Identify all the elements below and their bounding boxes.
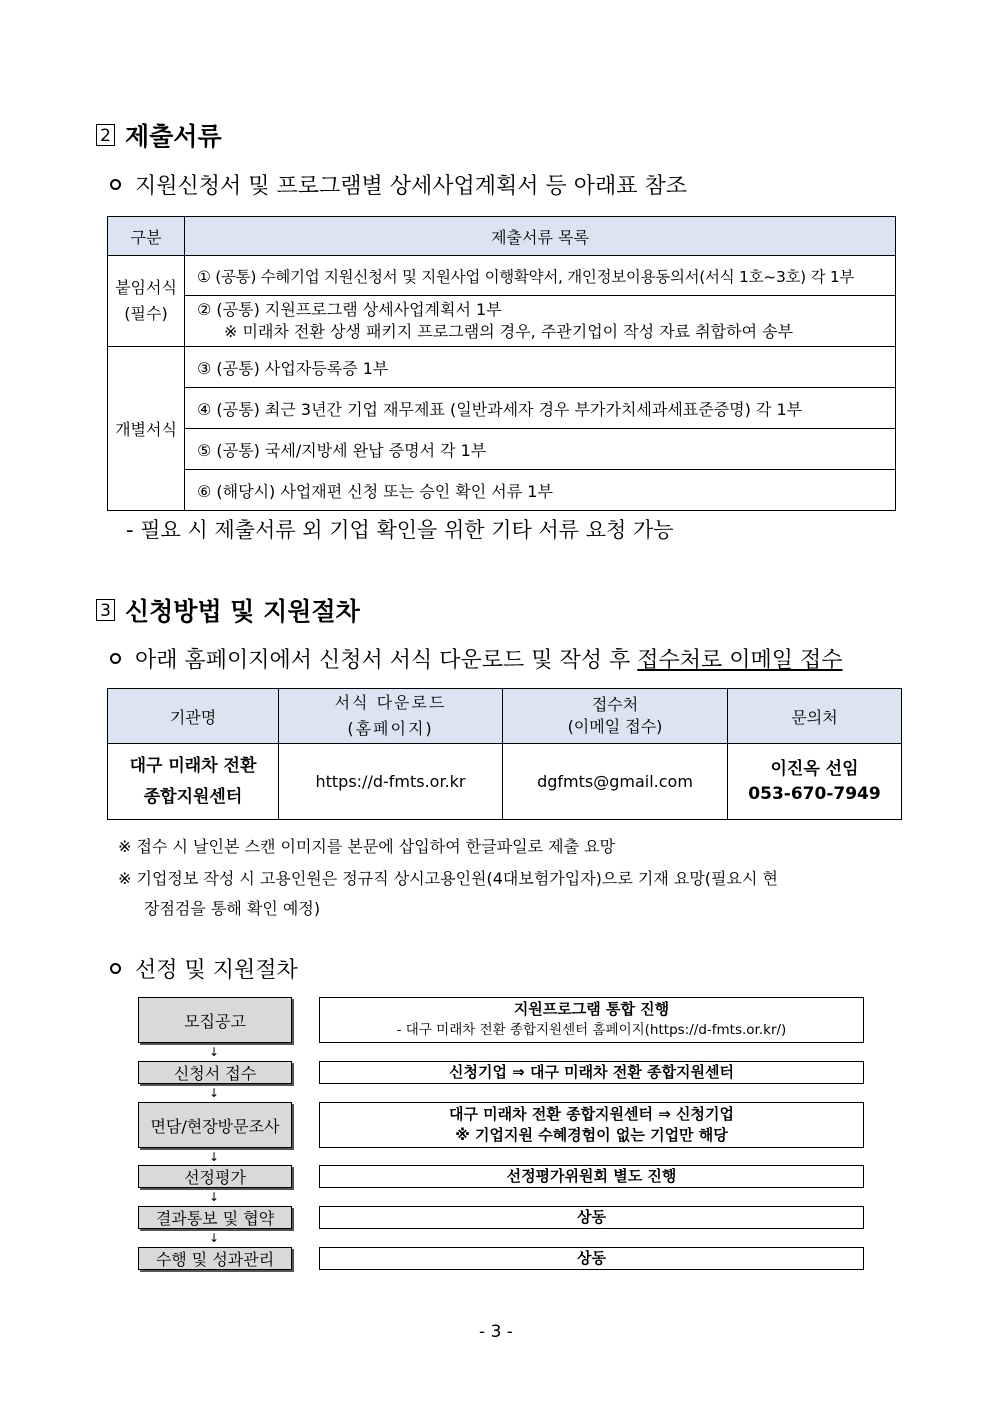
bullet-underlined-text: 접수처로 이메일 접수: [637, 648, 843, 673]
contact-name: 이진옥 선임: [770, 758, 859, 779]
bullet-text: 지원신청서 및 프로그램별 상세사업계획서 등 아래표 참조: [135, 174, 688, 199]
note-3: 장점검을 통해 확인 예정): [144, 899, 321, 918]
flow-desc-title: 대구 미래차 전환 종합지원센터 ⇒ 신청기업: [448, 1105, 734, 1123]
bullet-text: 선정 및 지원절차: [135, 958, 298, 983]
down-arrow-icon: ↓: [209, 1190, 220, 1204]
flow-desc: [319, 997, 864, 1043]
download-url[interactable]: [279, 744, 503, 820]
circle-bullet-icon: [110, 179, 121, 190]
email-cell[interactable]: [503, 744, 728, 820]
note-2: ※ 기업정보 작성 시 고용인원은 정규직 상시고용인원(4대보험가입자)으로 기재 요망(필요시 현: [118, 869, 778, 888]
item-note: ※ 미래차 전환 상생 패키지 프로그램의 경우, 주관기업이 작성 자료 취합하여 송부: [224, 322, 794, 341]
flow-desc-sub: ※ 기업지원 수혜경험이 없는 기업만 해당: [455, 1126, 728, 1144]
flow-desc-title: 선정평가위원회 별도 진행: [506, 1167, 677, 1185]
flow-desc-title: 지원프로그램 통합 진행: [513, 1000, 670, 1018]
section-number-box: 2: [96, 124, 115, 146]
section-2-title: 제출서류: [125, 122, 222, 151]
section-3-heading: [96, 592, 360, 628]
item-text: ② (공통) 지원프로그램 상세사업계획서 1부: [197, 300, 502, 319]
table-row: ④ (공통) 최근 3년간 기업 재무제표 (일반과세자 경우 부가가치세과세표준증명) 각 1부: [185, 388, 896, 429]
flow-step: 신청서 접수: [138, 1061, 292, 1084]
contact-phone: 053-670-7949: [748, 783, 881, 804]
table-row: ⑥ (해당시) 사업재편 신청 또는 승인 확인 서류 1부: [185, 470, 896, 511]
group-individual: 개별서식: [108, 347, 185, 511]
bullet-text: 아래 홈페이지에서 신청서 서식 다운로드 및 작성 후: [135, 648, 638, 673]
org-name: 대구 미래차 전환 종합지원센터: [108, 744, 279, 820]
section-3-bullet-2: [110, 953, 298, 984]
flow-desc: [319, 1206, 864, 1229]
flow-desc-title: 상동: [577, 1249, 606, 1267]
down-arrow-icon: ↓: [209, 1086, 220, 1100]
header-contact: 문의처: [728, 689, 902, 744]
table-header-list: 제출서류 목록: [185, 217, 896, 256]
section-2-heading: [96, 117, 222, 153]
email-link[interactable]: dgfmts@gmail.com: [537, 772, 693, 791]
contact-cell: [728, 744, 902, 820]
section-number-box: 3: [96, 599, 115, 621]
table-row: [185, 296, 896, 347]
note-1: ※ 접수 시 날인본 스캔 이미지를 본문에 삽입하여 한글파일로 제출 요망: [118, 837, 616, 856]
down-arrow-icon: ↓: [209, 1045, 220, 1059]
table-row: ① (공통) 수혜기업 지원신청서 및 지원사업 이행확약서, 개인정보이용동의서(서식 1호~3호) 각 1부: [185, 256, 896, 296]
flow-step: 모집공고: [138, 997, 292, 1043]
flow-desc: [319, 1165, 864, 1188]
section-2-bullet: [110, 169, 687, 200]
section-3-title: 신청방법 및 지원절차: [125, 597, 360, 626]
header-org: 기관명: [108, 689, 279, 744]
flow-step: 면담/현장방문조사: [138, 1102, 292, 1148]
down-arrow-icon: ↓: [209, 1231, 220, 1245]
application-table: [107, 688, 902, 820]
documents-table: [107, 216, 896, 511]
url-link[interactable]: https://d-fmts.or.kr: [315, 772, 466, 791]
flow-desc: [319, 1247, 864, 1270]
flow-step: 수행 및 성과관리: [138, 1247, 292, 1270]
header-download: 서식 다운로드 (홈페이지): [279, 689, 503, 744]
table-row: ③ (공통) 사업자등록증 1부: [185, 347, 896, 388]
down-arrow-icon: ↓: [209, 1150, 220, 1164]
flow-desc: [319, 1061, 864, 1084]
table-row: ⑤ (공통) 국세/지방세 완납 증명서 각 1부: [185, 429, 896, 470]
section-2-note: - 필요 시 제출서류 외 기업 확인을 위한 기타 서류 요청 가능: [126, 518, 674, 542]
flow-desc-title: 상동: [577, 1208, 606, 1226]
flow-desc: [319, 1102, 864, 1148]
circle-bullet-icon: [110, 653, 121, 664]
page-number: - 3 -: [479, 1322, 513, 1342]
group-required: 붙임서식 (필수): [108, 256, 185, 347]
flow-step: 선정평가: [138, 1165, 292, 1188]
flow-desc-title: 신청기업 ⇒ 대구 미래차 전환 종합지원센터: [448, 1063, 734, 1081]
table-header-category: 구분: [108, 217, 185, 256]
circle-bullet-icon: [110, 963, 121, 974]
flow-desc-sub: - 대구 미래차 전환 종합지원센터 홈페이지(https://d-fmts.or.kr/): [396, 1022, 787, 1038]
section-3-bullet: [110, 643, 843, 674]
header-receipt: 접수처 (이메일 접수): [503, 689, 728, 744]
flow-step: 결과통보 및 협약: [138, 1206, 292, 1229]
